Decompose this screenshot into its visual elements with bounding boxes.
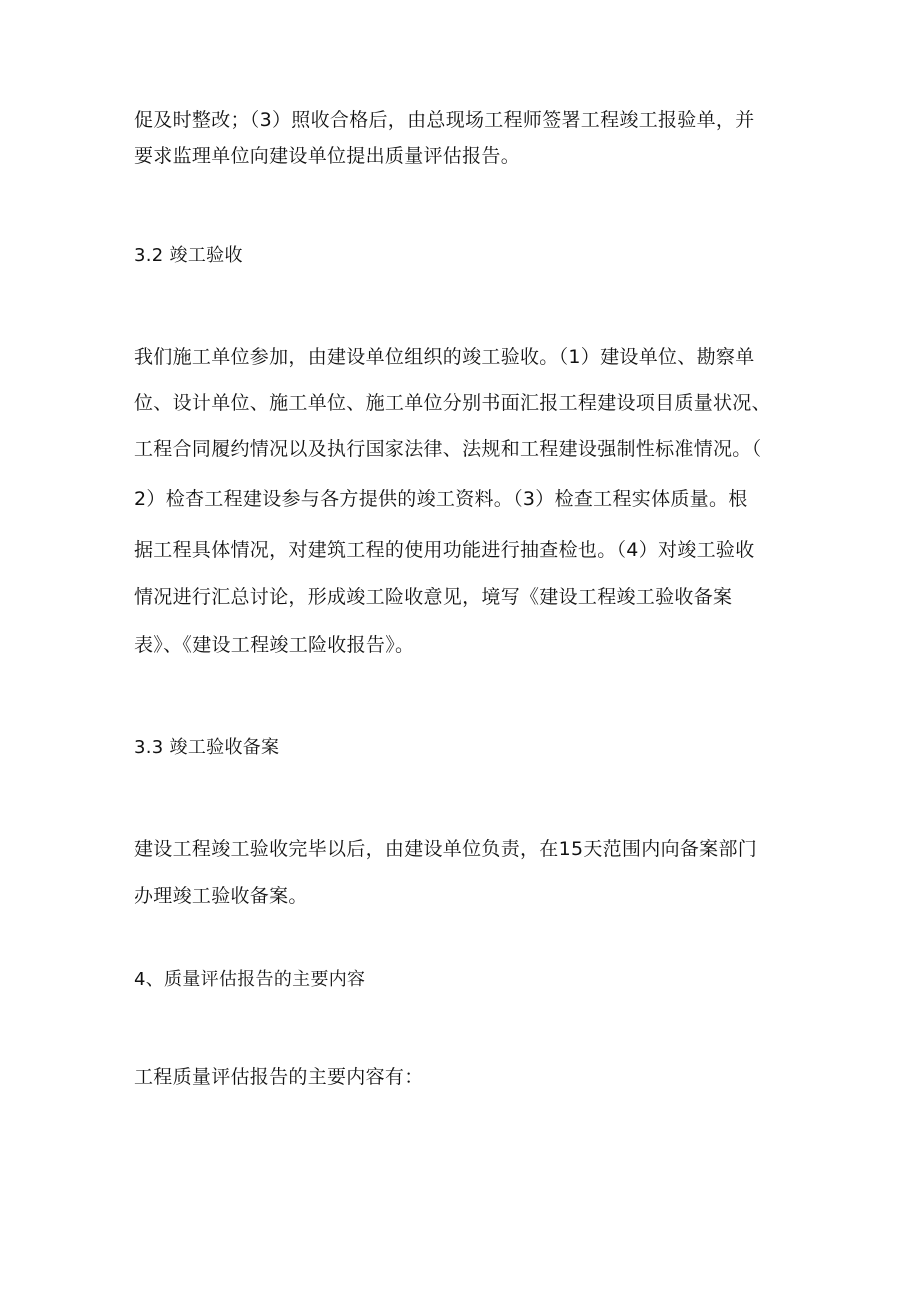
section-heading-3-3: 3.3 竣工验收备案 xyxy=(134,737,280,758)
paragraph-2-line-4: 2）检杳工程建设参与各方提供的竣工资料。（3）检查工程实体质量。根 xyxy=(134,488,748,510)
paragraph-1-line-1: 促及时整改；（3）照收合格后，由总现场工程师签署工程竣工报验单，并 xyxy=(134,109,755,131)
paragraph-2-line-5: 据工程具体情况，对建筑工程的使用功能进行抽查检也。（4）对竣工验收 xyxy=(134,539,755,561)
section-heading-4: 4、质量评估报告的主要内容 xyxy=(134,969,366,990)
paragraph-3-line-1: 建设工程竣工验收完毕以后，由建设单位负责，在15天范围内向备案部门 xyxy=(134,838,758,860)
section-heading-3-2: 3.2 竣工验收 xyxy=(134,245,243,266)
paragraph-2-line-2: 位、设计单位、施工单位、施工单位分别书面汇报工程建设项目质量状况、 xyxy=(134,392,771,414)
paragraph-1-line-2: 要求监理单位向建设单位提出质量评估报告。 xyxy=(134,145,521,167)
paragraph-2-line-7: 表》、《建设工程竣工险收报告》。 xyxy=(134,634,415,656)
paragraph-3-line-2: 办理竣工验收备案。 xyxy=(134,885,308,907)
paragraph-2-line-6: 情况进行汇总讨论，形成竣工险收意见，境写《建设工程竣工验收备案 xyxy=(134,586,733,608)
paragraph-2-line-3: 工程合同履约情况以及执行国家法律、法规和工程建设强制性标准情况。（ xyxy=(134,438,762,460)
paragraph-4-line-1: 工程质量评估报告的主要内容有： xyxy=(134,1066,424,1088)
paragraph-2-line-1: 我们施工单位参加，由建设单位组织的竣工验收。（1）建设单位、勘察单 xyxy=(134,346,755,368)
